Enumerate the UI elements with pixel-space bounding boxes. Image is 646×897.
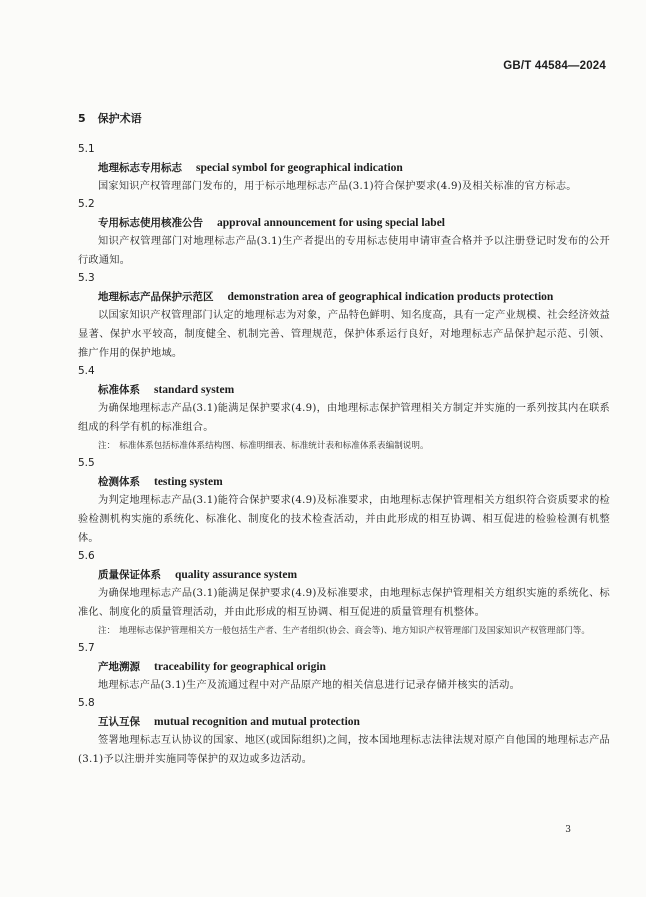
term-english: standard system xyxy=(154,384,235,396)
term-entry xyxy=(78,270,610,363)
term-entry xyxy=(78,695,610,769)
note-label: 注： xyxy=(98,441,116,451)
note-text: 标准体系包括标准体系结构图、标准明细表、标准统计表和标准体系表编制说明。 xyxy=(119,441,429,451)
term-definition: 为判定地理标志产品(3.1)能符合保护要求(4.9)及标准要求，由地理标志保护管理相关方组织符合资质要求的检验检测机构实施的系统化、标准化、制度化的技术检查活动，并由此形成的相互协调、相互促进的检验检测有机整体。 xyxy=(78,495,610,544)
section-heading xyxy=(78,110,142,126)
term-definition: 签署地理标志互认协议的国家、地区(或国际组织)之间，按本国地理标志法律法规对原产自他国的地理标志产品(3.1)予以注册并实施同等保护的双边或多边活动。 xyxy=(78,735,610,765)
term-number: 5.7 xyxy=(78,642,95,654)
term-definition: 为确保地理标志产品(3.1)能满足保护要求(4.9)及标准要求，由地理标志保护管理相关方组织实施的系统化、标准化、制度化的质量管理活动，并由此形成的相互协调、相互促进的质量管理有机整体。 xyxy=(78,588,610,618)
term-heading xyxy=(78,712,610,731)
term-entry xyxy=(78,455,610,548)
term-heading xyxy=(78,380,610,399)
term-number: 5.2 xyxy=(78,198,95,210)
note-label: 注： xyxy=(98,626,116,636)
term-chinese: 地理标志产品保护示范区 xyxy=(98,291,214,303)
term-note xyxy=(78,439,610,453)
term-english: special symbol for geographical indication xyxy=(196,162,403,174)
term-number: 5.4 xyxy=(78,365,95,377)
term-chinese: 专用标志使用核准公告 xyxy=(98,217,203,229)
section-number: 5 xyxy=(78,112,86,125)
term-english: demonstration area of geographical indication products protection xyxy=(227,291,554,303)
term-number: 5.5 xyxy=(78,457,95,469)
term-heading xyxy=(78,213,610,232)
term-number: 5.8 xyxy=(78,697,95,709)
term-heading xyxy=(78,287,610,306)
page-number: 3 xyxy=(565,825,571,835)
term-english: approval announcement for using special label xyxy=(217,217,446,229)
note-text: 地理标志保护管理相关方一般包括生产者、生产者组织(协会、商会等)、地方知识产权管理部门及国家知识产权管理部门等。 xyxy=(119,626,590,636)
term-note xyxy=(78,624,610,638)
term-chinese: 互认互保 xyxy=(98,716,140,728)
term-definition: 以国家知识产权管理部门认定的地理标志为对象，产品特色鲜明、知名度高，具有一定产业规模、社会经济效益显著、保护水平较高，制度健全、机制完善、管理规范，保护体系运行良好，对地理标志产品保护起示范、引领、推广作用的保护地域。 xyxy=(78,310,610,359)
term-number: 5.3 xyxy=(78,272,95,284)
term-chinese: 检测体系 xyxy=(98,476,140,488)
term-entry xyxy=(78,548,610,638)
term-heading xyxy=(78,158,610,177)
section-title: 保护术语 xyxy=(97,112,142,125)
term-chinese: 标准体系 xyxy=(98,384,140,396)
term-entry xyxy=(78,640,610,695)
term-chinese: 地理标志专用标志 xyxy=(98,162,182,174)
term-entry xyxy=(78,141,610,196)
term-chinese: 质量保证体系 xyxy=(98,569,161,581)
term-entry xyxy=(78,363,610,453)
standard-code: GB/T 44584—2024 xyxy=(503,60,606,72)
term-heading xyxy=(78,472,610,491)
terms-list xyxy=(78,141,610,769)
term-definition: 知识产权管理部门对地理标志产品(3.1)生产者提出的专用标志使用申请审查合格并予以注册登记时发布的公开行政通知。 xyxy=(78,236,610,266)
term-chinese: 产地溯源 xyxy=(98,661,140,673)
term-number: 5.1 xyxy=(78,143,95,155)
term-heading xyxy=(78,565,610,584)
term-heading xyxy=(78,657,610,676)
term-definition: 地理标志产品(3.1)生产及流通过程中对产品原产地的相关信息进行记录存储并核实的活动。 xyxy=(98,680,521,691)
term-entry xyxy=(78,196,610,270)
term-english: testing system xyxy=(154,476,223,488)
term-definition: 为确保地理标志产品(3.1)能满足保护要求(4.9)，由地理标志保护管理相关方制定并实施的一系列按其内在联系组成的科学有机的标准组合。 xyxy=(78,403,610,433)
term-english: quality assurance system xyxy=(175,569,298,581)
term-number: 5.6 xyxy=(78,550,95,562)
term-definition: 国家知识产权管理部门发布的，用于标示地理标志产品(3.1)符合保护要求(4.9)及相关标准的官方标志。 xyxy=(98,181,577,192)
term-english: mutual recognition and mutual protection xyxy=(154,716,360,728)
term-english: traceability for geographical origin xyxy=(154,661,326,673)
